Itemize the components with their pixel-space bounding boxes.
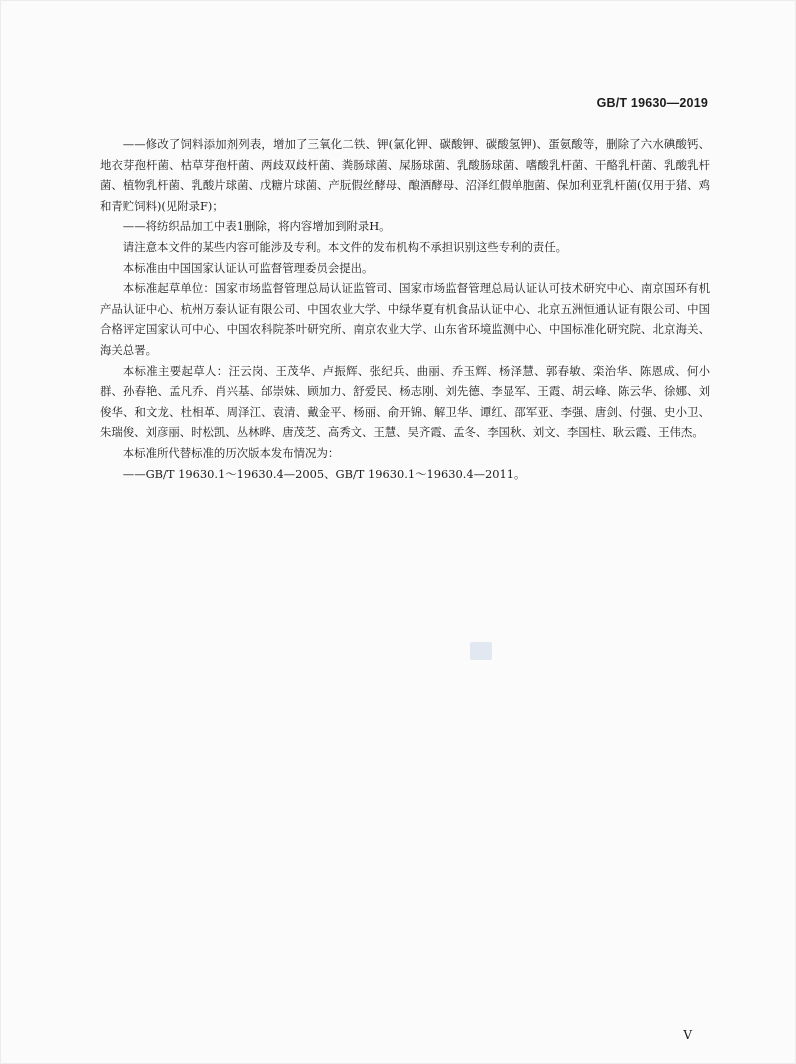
paragraph-proposer: 本标准由中国国家认证认可监督管理委员会提出。 (122, 260, 374, 275)
paragraph-drafting-units: 本标准起草单位：国家市场监督管理总局认证监管司、国家市场监督管理总局认证认可技术研究中心、南京国环有机产品认证中心、杭州万泰认证有限公司、中国农业大学、中绿华夏有机食品认证中心、北京五洲恒通认证有限公司、中国合格评定国家认可中心、中国农科院茶叶研究所、南京农业大学、山东省环境监测中心、中国标准化研究院、北京海关、海关总署。 (100, 281, 710, 357)
standard-number: GB/T 19630—2019 (596, 96, 708, 110)
paragraph-patent-notice: 请注意本文件的某些内容可能涉及专利。本文件的发布机构不承担识别这些专利的责任。 (122, 239, 568, 254)
paragraph-feed-additives: ——修改了饲料添加剂列表，增加了三氧化二铁、钾(氯化钾、碳酸钾、碳酸氢钾)、蛋氨酸等，删除了六水碘酸钙、地衣芽孢杆菌、枯草芽孢杆菌、两歧双歧杆菌、粪肠球菌、屎肠球菌、乳酸肠球菌、嗜酸乳杆菌、干酪乳杆菌、乳酸乳杆菌、植物乳杆菌、乳酸片球菌、戊糖片球菌、产朊假丝酵母、酿酒酵母、沼泽红假单胞菌、保加利亚乳杆菌(仅用于猪、鸡和青贮饲料)(见附录F)； (100, 137, 710, 213)
paragraph-history-intro: 本标准所代替标准的历次版本发布情况为： (122, 445, 340, 460)
paragraph-history-versions: ——GB/T 19630.1～19630.4—2005、GB/T 19630.1～19630.4—2011。 (122, 466, 526, 481)
document-body (100, 134, 710, 484)
paragraph-drafters: 本标准主要起草人：汪云岗、王茂华、卢振辉、张纪兵、曲丽、乔玉辉、杨泽慧、郭春敏、栾治华、陈恩成、何小群、孙春艳、孟凡乔、肖兴基、邰崇妹、顾加力、舒爱民、杨志刚、刘先德、李显军、王霞、胡云峰、陈云华、徐娜、刘俊华、和文龙、杜相革、周泽江、袁清、戴金平、杨丽、俞开锦、解卫华、谭红、邵军亚、李强、唐剑、付强、史小卫、朱瑞俊、刘彦丽、时松凯、丛林晔、唐茂芝、高秀文、王慧、吴齐霞、孟冬、李国秋、刘文、李国柱、耿云霞、王伟杰。 (100, 363, 710, 440)
paragraph-textile-table: ——将纺织品加工中表1删除，将内容增加到附录H。 (122, 219, 391, 234)
page-number: V (683, 1028, 692, 1042)
watermark-logo (470, 642, 492, 660)
